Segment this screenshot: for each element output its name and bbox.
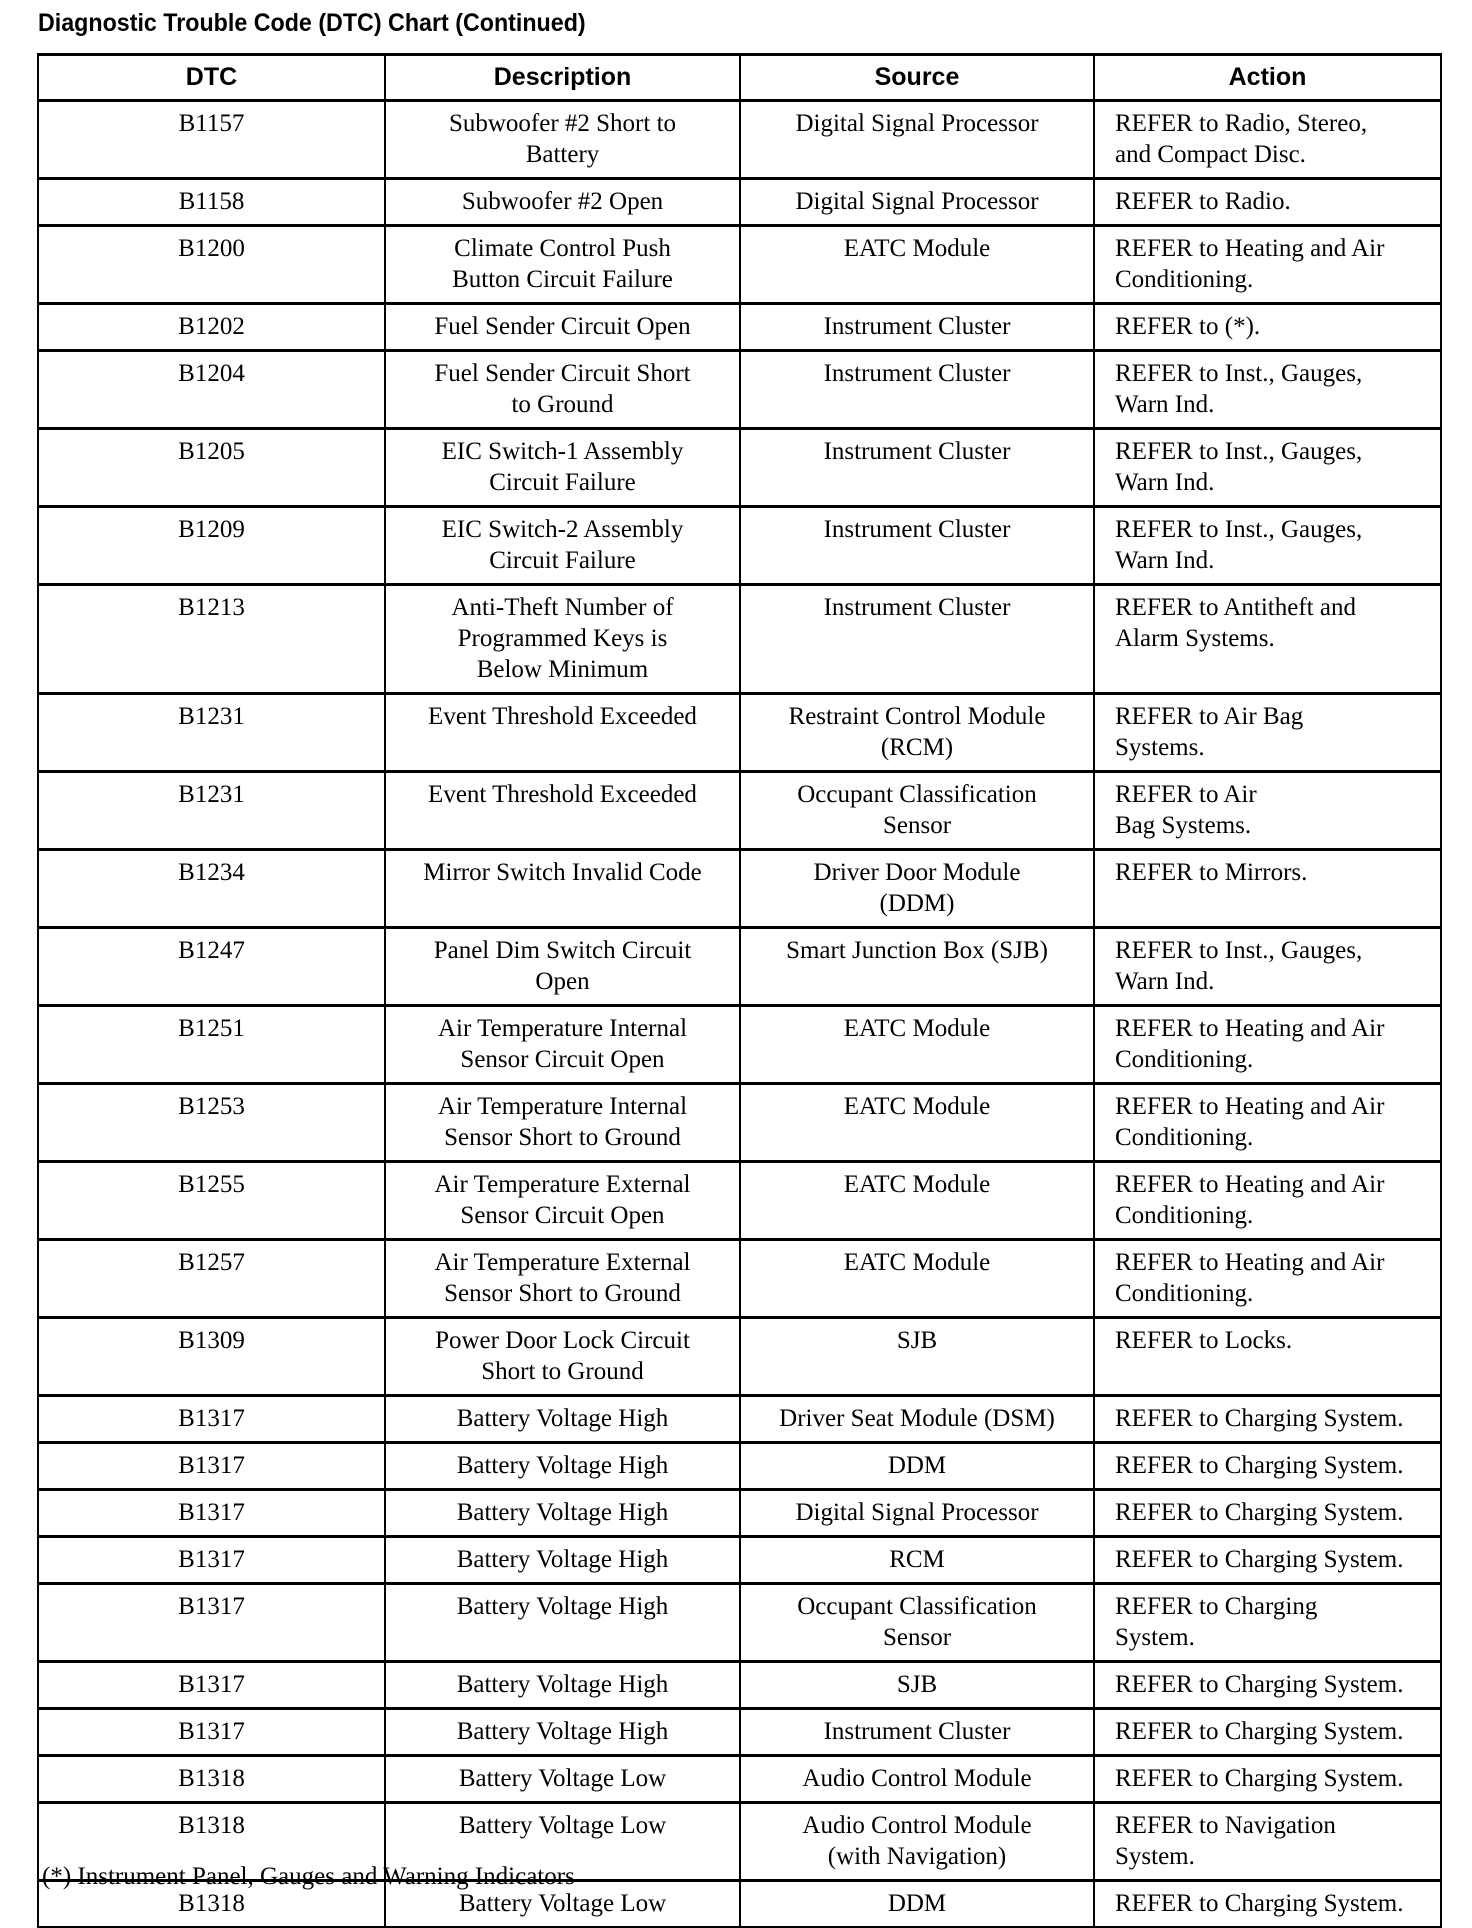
dtc-cell: B1317 (38, 1537, 385, 1584)
dtc-cell: B1251 (38, 1006, 385, 1084)
source-cell: SJB (740, 1662, 1094, 1709)
action-cell: REFER to Inst., Gauges, Warn Ind. (1094, 928, 1441, 1006)
dtc-cell: B1157 (38, 101, 385, 179)
source-cell: Driver Seat Module (DSM) (740, 1396, 1094, 1443)
action-cell: REFER to Air Bag Systems. (1094, 694, 1441, 772)
action-cell: REFER to Inst., Gauges, Warn Ind. (1094, 429, 1441, 507)
table-row (38, 1240, 1441, 1318)
source-cell: Instrument Cluster (740, 351, 1094, 429)
description-cell: Subwoofer #2 Short to Battery (385, 101, 740, 179)
description-cell: Panel Dim Switch Circuit Open (385, 928, 740, 1006)
description-cell: Subwoofer #2 Open (385, 179, 740, 226)
table-row (38, 1162, 1441, 1240)
source-cell: Instrument Cluster (740, 585, 1094, 694)
source-cell: Instrument Cluster (740, 429, 1094, 507)
source-cell: Audio Control Module (740, 1756, 1094, 1803)
table-row (38, 1490, 1441, 1537)
source-cell: Instrument Cluster (740, 1709, 1094, 1756)
dtc-cell: B1247 (38, 928, 385, 1006)
table-row (38, 429, 1441, 507)
table-row (38, 1318, 1441, 1396)
dtc-cell: B1158 (38, 179, 385, 226)
dtc-cell: B1317 (38, 1443, 385, 1490)
action-cell: REFER to Air Bag Systems. (1094, 772, 1441, 850)
action-cell: REFER to Mirrors. (1094, 850, 1441, 928)
description-cell: Climate Control Push Button Circuit Failure (385, 226, 740, 304)
description-cell: Battery Voltage Low (385, 1756, 740, 1803)
action-cell: REFER to Charging System. (1094, 1709, 1441, 1756)
description-cell: Mirror Switch Invalid Code (385, 850, 740, 928)
source-cell: Instrument Cluster (740, 304, 1094, 351)
action-cell: REFER to Heating and Air Conditioning. (1094, 1240, 1441, 1318)
action-cell: REFER to Charging System. (1094, 1662, 1441, 1709)
action-cell: REFER to Charging System. (1094, 1443, 1441, 1490)
dtc-cell: B1318 (38, 1881, 385, 1928)
table-row (38, 1006, 1441, 1084)
table-row (38, 304, 1441, 351)
table-row (38, 772, 1441, 850)
action-cell: REFER to Heating and Air Conditioning. (1094, 226, 1441, 304)
source-cell: SJB (740, 1318, 1094, 1396)
description-cell: Battery Voltage Low (385, 1803, 740, 1881)
action-cell: REFER to Charging System. (1094, 1396, 1441, 1443)
description-cell: Battery Voltage High (385, 1490, 740, 1537)
action-cell: REFER to Radio, Stereo, and Compact Disc. (1094, 101, 1441, 179)
dtc-cell: B1255 (38, 1162, 385, 1240)
action-cell: REFER to Locks. (1094, 1318, 1441, 1396)
description-cell: Power Door Lock Circuit Short to Ground (385, 1318, 740, 1396)
source-cell: EATC Module (740, 1162, 1094, 1240)
dtc-cell: B1234 (38, 850, 385, 928)
dtc-cell: B1317 (38, 1584, 385, 1662)
description-cell: Air Temperature Internal Sensor Circuit Open (385, 1006, 740, 1084)
description-cell: Battery Voltage High (385, 1396, 740, 1443)
table-row (38, 928, 1441, 1006)
table-row (38, 1584, 1441, 1662)
table-header-row (38, 55, 1441, 101)
description-cell: Event Threshold Exceeded (385, 772, 740, 850)
action-cell: REFER to Charging System. (1094, 1490, 1441, 1537)
action-cell: REFER to (*). (1094, 304, 1441, 351)
dtc-cell: B1231 (38, 772, 385, 850)
description-cell: Fuel Sender Circuit Short to Ground (385, 351, 740, 429)
action-cell: REFER to Charging System. (1094, 1881, 1441, 1928)
table-row (38, 1443, 1441, 1490)
dtc-cell: B1317 (38, 1396, 385, 1443)
table-row (38, 1084, 1441, 1162)
description-cell: Battery Voltage High (385, 1584, 740, 1662)
description-cell: Battery Voltage High (385, 1537, 740, 1584)
action-cell: REFER to Heating and Air Conditioning. (1094, 1162, 1441, 1240)
description-cell: Anti-Theft Number of Programmed Keys is Below Minimum (385, 585, 740, 694)
footnote: (*) Instrument Panel, Gauges and Warning Indicators (42, 1863, 575, 1890)
source-cell: Restraint Control Module (RCM) (740, 694, 1094, 772)
action-cell: REFER to Charging System. (1094, 1537, 1441, 1584)
table-row (38, 585, 1441, 694)
table-row (38, 1756, 1441, 1803)
dtc-cell: B1257 (38, 1240, 385, 1318)
source-cell: Digital Signal Processor (740, 101, 1094, 179)
dtc-cell: B1213 (38, 585, 385, 694)
description-cell: Battery Voltage High (385, 1709, 740, 1756)
source-cell: DDM (740, 1443, 1094, 1490)
dtc-cell: B1318 (38, 1756, 385, 1803)
source-cell: EATC Module (740, 1006, 1094, 1084)
column-header-description: Description (385, 55, 740, 101)
source-cell: Occupant Classification Sensor (740, 772, 1094, 850)
dtc-cell: B1209 (38, 507, 385, 585)
table-row (38, 694, 1441, 772)
source-cell: Digital Signal Processor (740, 1490, 1094, 1537)
description-cell: Battery Voltage High (385, 1662, 740, 1709)
table-row (38, 1537, 1441, 1584)
dtc-cell: B1309 (38, 1318, 385, 1396)
action-cell: REFER to Radio. (1094, 179, 1441, 226)
dtc-cell: B1318 (38, 1803, 385, 1881)
description-cell: Air Temperature External Sensor Short to Ground (385, 1240, 740, 1318)
description-cell: Event Threshold Exceeded (385, 694, 740, 772)
source-cell: Occupant Classification Sensor (740, 1584, 1094, 1662)
action-cell: REFER to Inst., Gauges, Warn Ind. (1094, 507, 1441, 585)
source-cell: DDM (740, 1881, 1094, 1928)
dtc-cell: B1200 (38, 226, 385, 304)
table-row (38, 179, 1441, 226)
description-cell: Air Temperature External Sensor Circuit Open (385, 1162, 740, 1240)
action-cell: REFER to Charging System. (1094, 1584, 1441, 1662)
description-cell: Battery Voltage Low (385, 1881, 740, 1928)
action-cell: REFER to Heating and Air Conditioning. (1094, 1084, 1441, 1162)
description-cell: Battery Voltage High (385, 1443, 740, 1490)
source-cell: RCM (740, 1537, 1094, 1584)
source-cell: Smart Junction Box (SJB) (740, 928, 1094, 1006)
dtc-cell: B1317 (38, 1490, 385, 1537)
table-row (38, 1396, 1441, 1443)
source-cell: Digital Signal Processor (740, 179, 1094, 226)
page-title: Diagnostic Trouble Code (DTC) Chart (Continued) (38, 9, 586, 37)
table-row (38, 507, 1441, 585)
dtc-cell: B1317 (38, 1662, 385, 1709)
dtc-cell: B1204 (38, 351, 385, 429)
action-cell: REFER to Antitheft and Alarm Systems. (1094, 585, 1441, 694)
source-cell: Instrument Cluster (740, 507, 1094, 585)
source-cell: EATC Module (740, 1240, 1094, 1318)
description-cell: Air Temperature Internal Sensor Short to Ground (385, 1084, 740, 1162)
column-header-source: Source (740, 55, 1094, 101)
dtc-cell: B1317 (38, 1709, 385, 1756)
source-cell: Audio Control Module (with Navigation) (740, 1803, 1094, 1881)
table-row (38, 1662, 1441, 1709)
table-row (38, 850, 1441, 928)
dtc-cell: B1253 (38, 1084, 385, 1162)
action-cell: REFER to Charging System. (1094, 1756, 1441, 1803)
dtc-table (37, 53, 1442, 1928)
action-cell: REFER to Inst., Gauges, Warn Ind. (1094, 351, 1441, 429)
column-header-action: Action (1094, 55, 1441, 101)
description-cell: EIC Switch-1 Assembly Circuit Failure (385, 429, 740, 507)
dtc-cell: B1205 (38, 429, 385, 507)
table-row (38, 351, 1441, 429)
action-cell: REFER to Heating and Air Conditioning. (1094, 1006, 1441, 1084)
table-row (38, 101, 1441, 179)
description-cell: EIC Switch-2 Assembly Circuit Failure (385, 507, 740, 585)
dtc-cell: B1231 (38, 694, 385, 772)
table-row (38, 226, 1441, 304)
action-cell: REFER to Navigation System. (1094, 1803, 1441, 1881)
source-cell: EATC Module (740, 1084, 1094, 1162)
description-cell: Fuel Sender Circuit Open (385, 304, 740, 351)
dtc-cell: B1202 (38, 304, 385, 351)
column-header-dtc: DTC (38, 55, 385, 101)
table-row (38, 1709, 1441, 1756)
source-cell: Driver Door Module (DDM) (740, 850, 1094, 928)
source-cell: EATC Module (740, 226, 1094, 304)
